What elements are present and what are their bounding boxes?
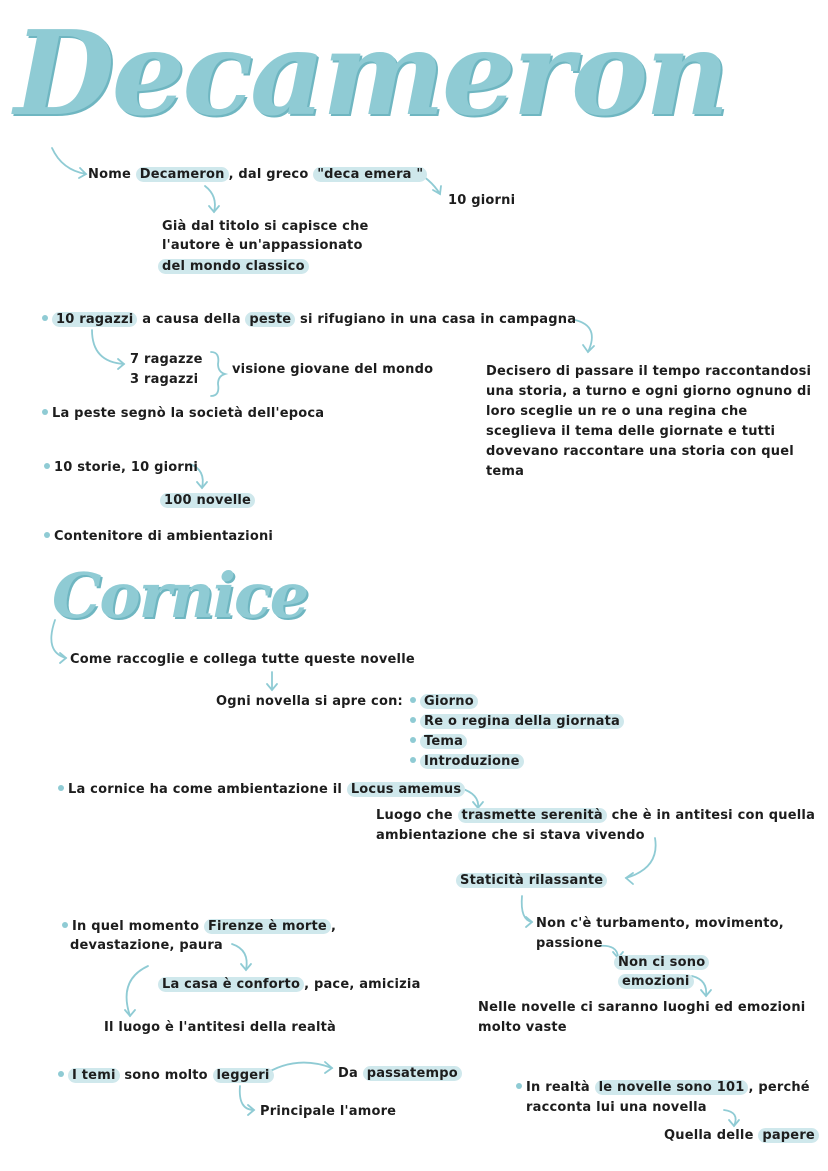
- temi-line: I temi sono molto leggeri: [58, 1066, 274, 1086]
- emozioni-line-1: Non ci sono: [614, 953, 709, 973]
- titolo-line-2: l'autore è un'appassionato: [162, 238, 363, 253]
- ragazze-count: 7 ragazze: [130, 352, 203, 367]
- titolo-line-3: del mondo classico: [158, 257, 309, 277]
- decisero-line-2: una storia, a turno e ogni giorno ognuno di: [486, 384, 812, 399]
- list-item-tema: Tema: [410, 732, 467, 752]
- contenitore: Contenitore di ambientazioni: [44, 527, 273, 547]
- decameron-highlight: Decameron: [136, 167, 229, 182]
- arrow: [232, 944, 247, 970]
- nelle-line-2: molto vaste: [478, 1020, 567, 1035]
- deca-emera-highlight: "deca emera ": [313, 167, 427, 182]
- nome-line: Nome Decameron , dal greco "deca emera ": [88, 165, 427, 185]
- luogo-antitesi: Il luogo è l'antitesi della realtà: [104, 1020, 337, 1035]
- dieci-giorni: 10 giorni: [448, 193, 516, 208]
- luogo-line-2: ambientazione che si stava vivendo: [376, 828, 645, 843]
- list-item-re: Re o regina della giornata: [410, 712, 624, 732]
- firenze-line-1: In quel momento Firenze è morte ,: [62, 917, 336, 937]
- arrow: [692, 976, 706, 996]
- ragazzi-line: 10 ragazzi a causa della peste si rifugiano in una casa in campagna: [42, 310, 576, 330]
- ogni-novella: Ogni novella si apre con:: [216, 694, 403, 709]
- decisero-line-4: sceglieva il tema delle giornate e tutti: [486, 424, 776, 439]
- decisero-line-3: loro sceglie un re o una regina che: [486, 404, 748, 419]
- nelle-line-1: Nelle novelle ci saranno luoghi ed emozioni: [478, 1000, 806, 1015]
- titolo-line-1: Già dal titolo si capisce che: [162, 219, 369, 234]
- list-item-giorno: Giorno: [410, 692, 478, 712]
- firenze-line-2: devastazione, paura: [70, 938, 223, 953]
- quella-line: Quella delle papere: [664, 1126, 819, 1146]
- visione: visione giovane del mondo: [232, 362, 434, 377]
- peste-segno: La peste segnò la società dell'epoca: [42, 404, 324, 424]
- section-title-cornice: Cornice: [52, 559, 308, 632]
- turbamento-line-1: Non c'è turbamento, movimento,: [536, 916, 784, 931]
- turbamento-line-2: passione: [536, 936, 603, 951]
- arrow: [205, 186, 215, 212]
- casa-line: La casa è conforto , pace, amicizia: [158, 975, 421, 995]
- ragazzi-count: 3 ragazzi: [130, 372, 199, 387]
- storie-giorni: 10 storie, 10 giorni: [44, 458, 198, 478]
- realta-line-1: In realtà le novelle sono 101 , perché: [516, 1078, 810, 1098]
- cento-novelle: 100 novelle: [160, 491, 255, 511]
- brace: [211, 352, 225, 396]
- passatempo-line: Da passatempo: [338, 1064, 462, 1084]
- emozioni-line-2: emozioni: [618, 972, 694, 992]
- arrow: [724, 1110, 736, 1126]
- decisero-line-5: dovevano raccontare una storia con quel: [486, 444, 794, 459]
- cornice-line: La cornice ha come ambientazione il Locus amemus: [58, 780, 465, 800]
- arrow: [92, 330, 124, 364]
- principale: Principale l'amore: [260, 1104, 397, 1119]
- decisero-line-6: tema: [486, 464, 525, 479]
- arrow: [575, 320, 592, 352]
- arrow: [522, 896, 532, 922]
- page-title: Decameron: [14, 6, 727, 142]
- decisero-line-1: Decisero di passare il tempo raccontandosi: [486, 364, 812, 379]
- come-line: Come raccoglie e collega tutte queste novelle: [70, 652, 415, 667]
- bullet-dot: [42, 315, 48, 321]
- arrow: [52, 148, 86, 174]
- realta-line-2: racconta lui una novella: [526, 1100, 707, 1115]
- arrow: [240, 1086, 254, 1110]
- list-item-introduzione: Introduzione: [410, 752, 524, 772]
- arrow: [127, 966, 148, 1016]
- staticita: Staticità rilassante: [456, 871, 607, 891]
- luogo-line-1: Luogo che trasmette serenità che è in antitesi con quella: [376, 808, 816, 823]
